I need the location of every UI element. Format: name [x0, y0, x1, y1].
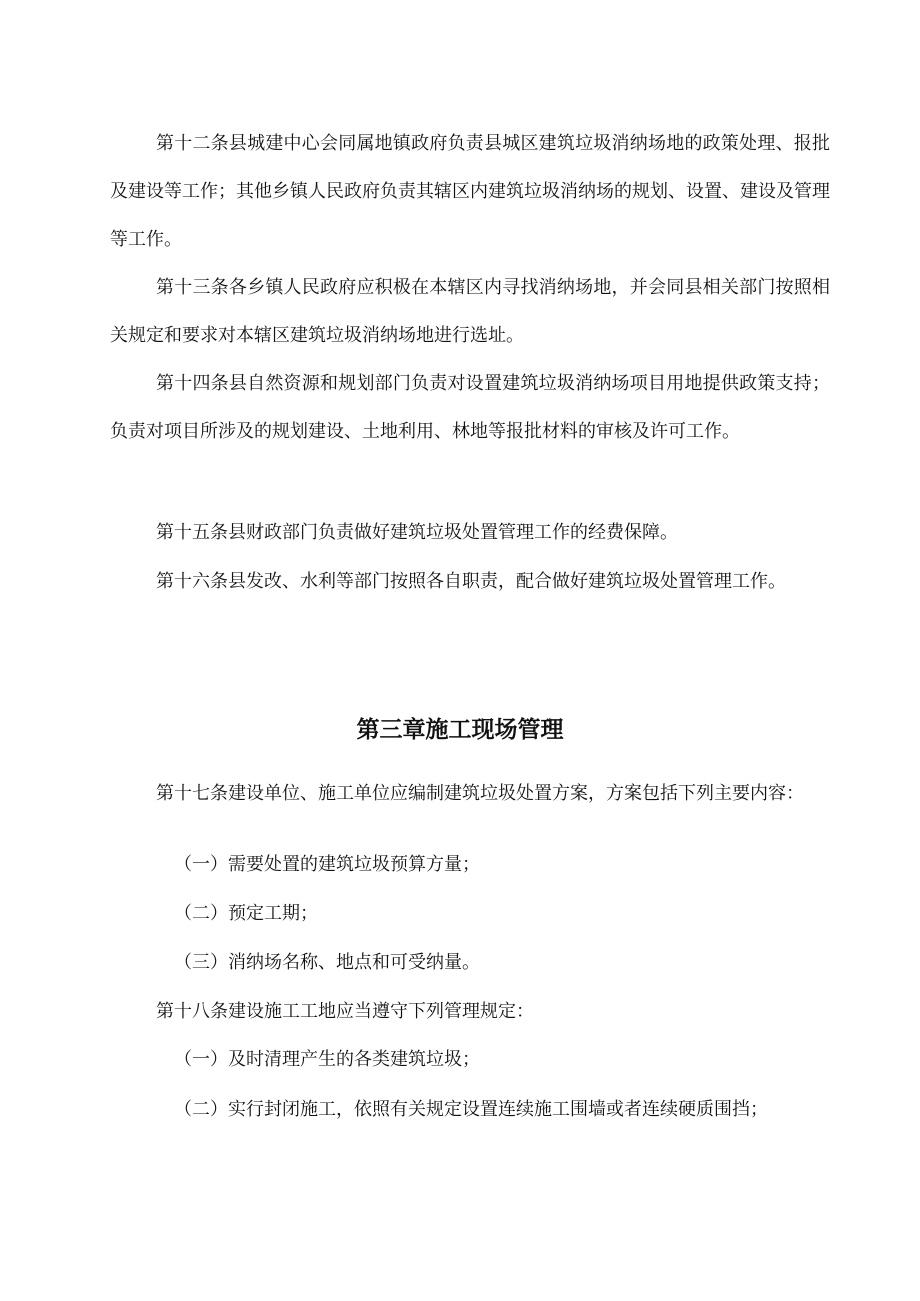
article-18-item-2: （二）实行封闭施工，依照有关规定设置连续施工围墙或者连续硬质围挡； — [174, 1099, 768, 1120]
article-14: 第十四条县自然资源和规划部门负责对设置建筑垃圾消纳场项目用地提供政策支持；负责对项目所涉及的规划建设、土地利用、林地等报批材料的审核及许可工作。 — [110, 373, 830, 442]
article-12: 第十二条县城建中心会同属地镇政府负责县城区建筑垃圾消纳场地的政策处理、报批及建设等工作；其他乡镇人民政府负责其辖区内建筑垃圾消纳场的规划、设置、建设及管理等工作。 — [110, 133, 830, 250]
article-18-item-1: （一）及时清理产生的各类建筑垃圾； — [174, 1049, 480, 1070]
chapter-title: 第三章施工现场管理 — [356, 717, 564, 743]
article-16: 第十六条县发改、水利等部门按照各自职责，配合做好建筑垃圾处置管理工作。 — [156, 571, 786, 592]
article-17-item-3: （三）消纳场名称、地点和可受纳量。 — [174, 952, 480, 973]
article-18: 第十八条建设施工工地应当遵守下列管理规定： — [156, 1001, 534, 1022]
article-17-item-2: （二）预定工期； — [174, 903, 318, 924]
article-17-item-1: （一）需要处置的建筑垃圾预算方量； — [174, 854, 480, 875]
article-17: 第十七条建设单位、施工单位应编制建筑垃圾处置方案，方案包括下列主要内容： — [156, 783, 804, 804]
article-15: 第十五条县财政部门负责做好建筑垃圾处置管理工作的经费保障。 — [156, 522, 678, 543]
article-13: 第十三条各乡镇人民政府应积极在本辖区内寻找消纳场地，并会同县相关部门按照相关规定和要求对本辖区建筑垃圾消纳场地进行选址。 — [110, 277, 830, 346]
